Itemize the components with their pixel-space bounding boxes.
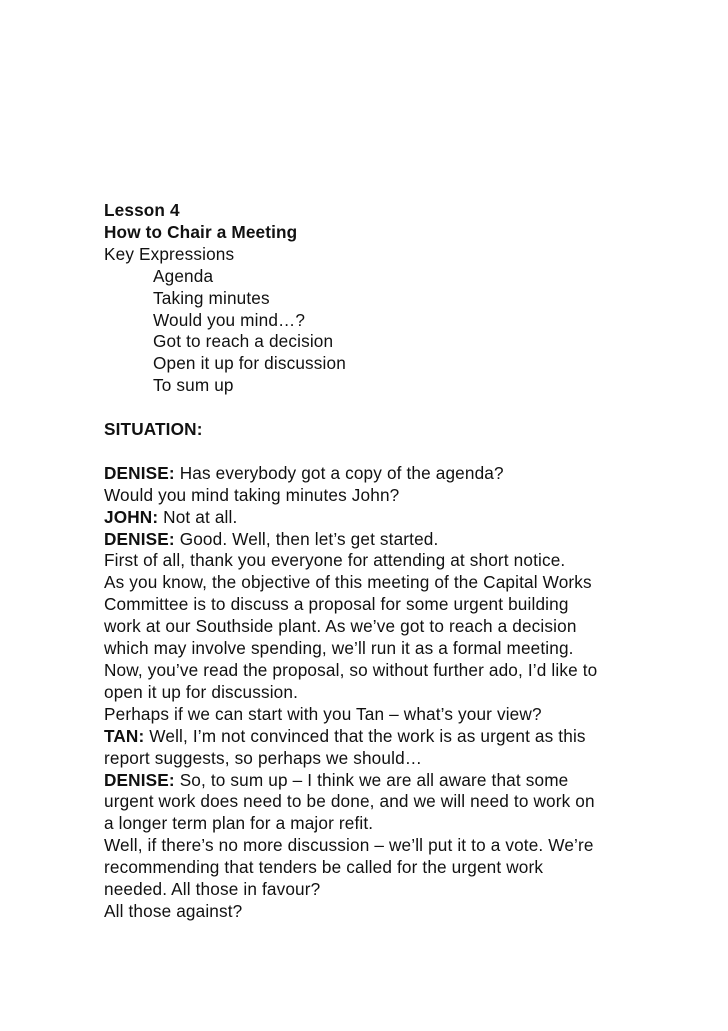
key-expression-item: To sum up <box>153 375 234 396</box>
dialogue-line <box>104 682 704 704</box>
key-expression-item: Open it up for discussion <box>153 353 346 374</box>
lesson-title: How to Chair a Meeting <box>104 221 298 242</box>
dialogue-text: So, to sum up – I think we are all aware that some <box>174 769 569 790</box>
dialogue-text: Has everybody got a copy of the agenda? <box>174 462 504 483</box>
lesson-number: Lesson 4 <box>104 200 180 220</box>
dialogue-text: needed. All those in favour? <box>104 879 321 900</box>
dialogue-text: Now, you’ve read the proposal, so without further ado, I’d like to <box>104 660 598 680</box>
dialogue-text: work at our Southside plant. As we’ve got to reach a decision <box>104 616 577 637</box>
dialogue-line <box>104 660 704 682</box>
dialogue-text: which may involve spending, we’ll run it as a formal meeting. <box>104 638 574 659</box>
speaker-name: JOHN: <box>104 506 159 527</box>
dialogue-line <box>104 813 704 835</box>
dialogue-line <box>104 791 704 813</box>
dialogue-text: Well, if there’s no more discussion – we’ll put it to a vote. We’re <box>104 835 594 856</box>
dialogue-line <box>104 463 704 485</box>
dialogue-line <box>104 594 704 616</box>
dialogue-line <box>104 879 704 901</box>
dialogue-text: As you know, the objective of this meeting of the Capital Works <box>104 572 592 593</box>
dialogue-line <box>104 485 704 507</box>
dialogue-line <box>104 550 704 572</box>
dialogue-text: recommending that tenders be called for the urgent work <box>104 857 544 878</box>
key-expression-item: Would you mind…? <box>153 309 306 330</box>
spacer <box>104 397 704 419</box>
dialogue-line <box>104 507 704 529</box>
key-expression-item: Agenda <box>153 265 214 286</box>
dialogue-line <box>104 638 704 660</box>
key-expressions-list <box>104 266 704 397</box>
dialogue-text: All those against? <box>104 900 243 921</box>
dialogue-text: urgent work does need to be done, and we will need to work on <box>104 791 595 812</box>
dialogue-text: a longer term plan for a major refit. <box>104 813 374 834</box>
dialogue-text: First of all, thank you everyone for attending at short notice. <box>104 550 566 571</box>
dialogue-line <box>104 835 704 857</box>
speaker-name: DENISE: <box>104 462 175 483</box>
dialogue-line <box>104 770 704 792</box>
dialogue-text: Well, I’m not convinced that the work is as urgent as this <box>144 725 586 746</box>
speaker-name: DENISE: <box>104 528 175 549</box>
dialogue-text: Would you mind taking minutes John? <box>104 484 400 505</box>
dialogue-text: Good. Well, then let’s get started. <box>174 528 439 549</box>
dialogue-line <box>104 857 704 879</box>
dialogue-line <box>104 748 704 770</box>
dialogue-line <box>104 572 704 594</box>
dialogue-text: Committee is to discuss a proposal for some urgent building <box>104 594 569 615</box>
dialogue-text: Not at all. <box>158 506 238 527</box>
spacer <box>104 441 704 463</box>
dialogue <box>104 463 704 923</box>
dialogue-line <box>104 704 704 726</box>
key-expressions-heading: Key Expressions <box>104 243 235 264</box>
dialogue-line <box>104 616 704 638</box>
dialogue-line <box>104 726 704 748</box>
document-page <box>104 200 704 923</box>
situation-label: SITUATION: <box>104 419 203 440</box>
key-expression-item: Got to reach a decision <box>153 331 334 352</box>
speaker-name: DENISE: <box>104 769 175 790</box>
dialogue-text: Perhaps if we can start with you Tan – what’s your view? <box>104 703 542 724</box>
dialogue-line <box>104 901 704 923</box>
dialogue-line <box>104 529 704 551</box>
dialogue-text: report suggests, so perhaps we should… <box>104 747 423 768</box>
speaker-name: TAN: <box>104 725 145 746</box>
key-expression-item: Taking minutes <box>153 287 270 308</box>
dialogue-text: open it up for discussion. <box>104 681 299 702</box>
